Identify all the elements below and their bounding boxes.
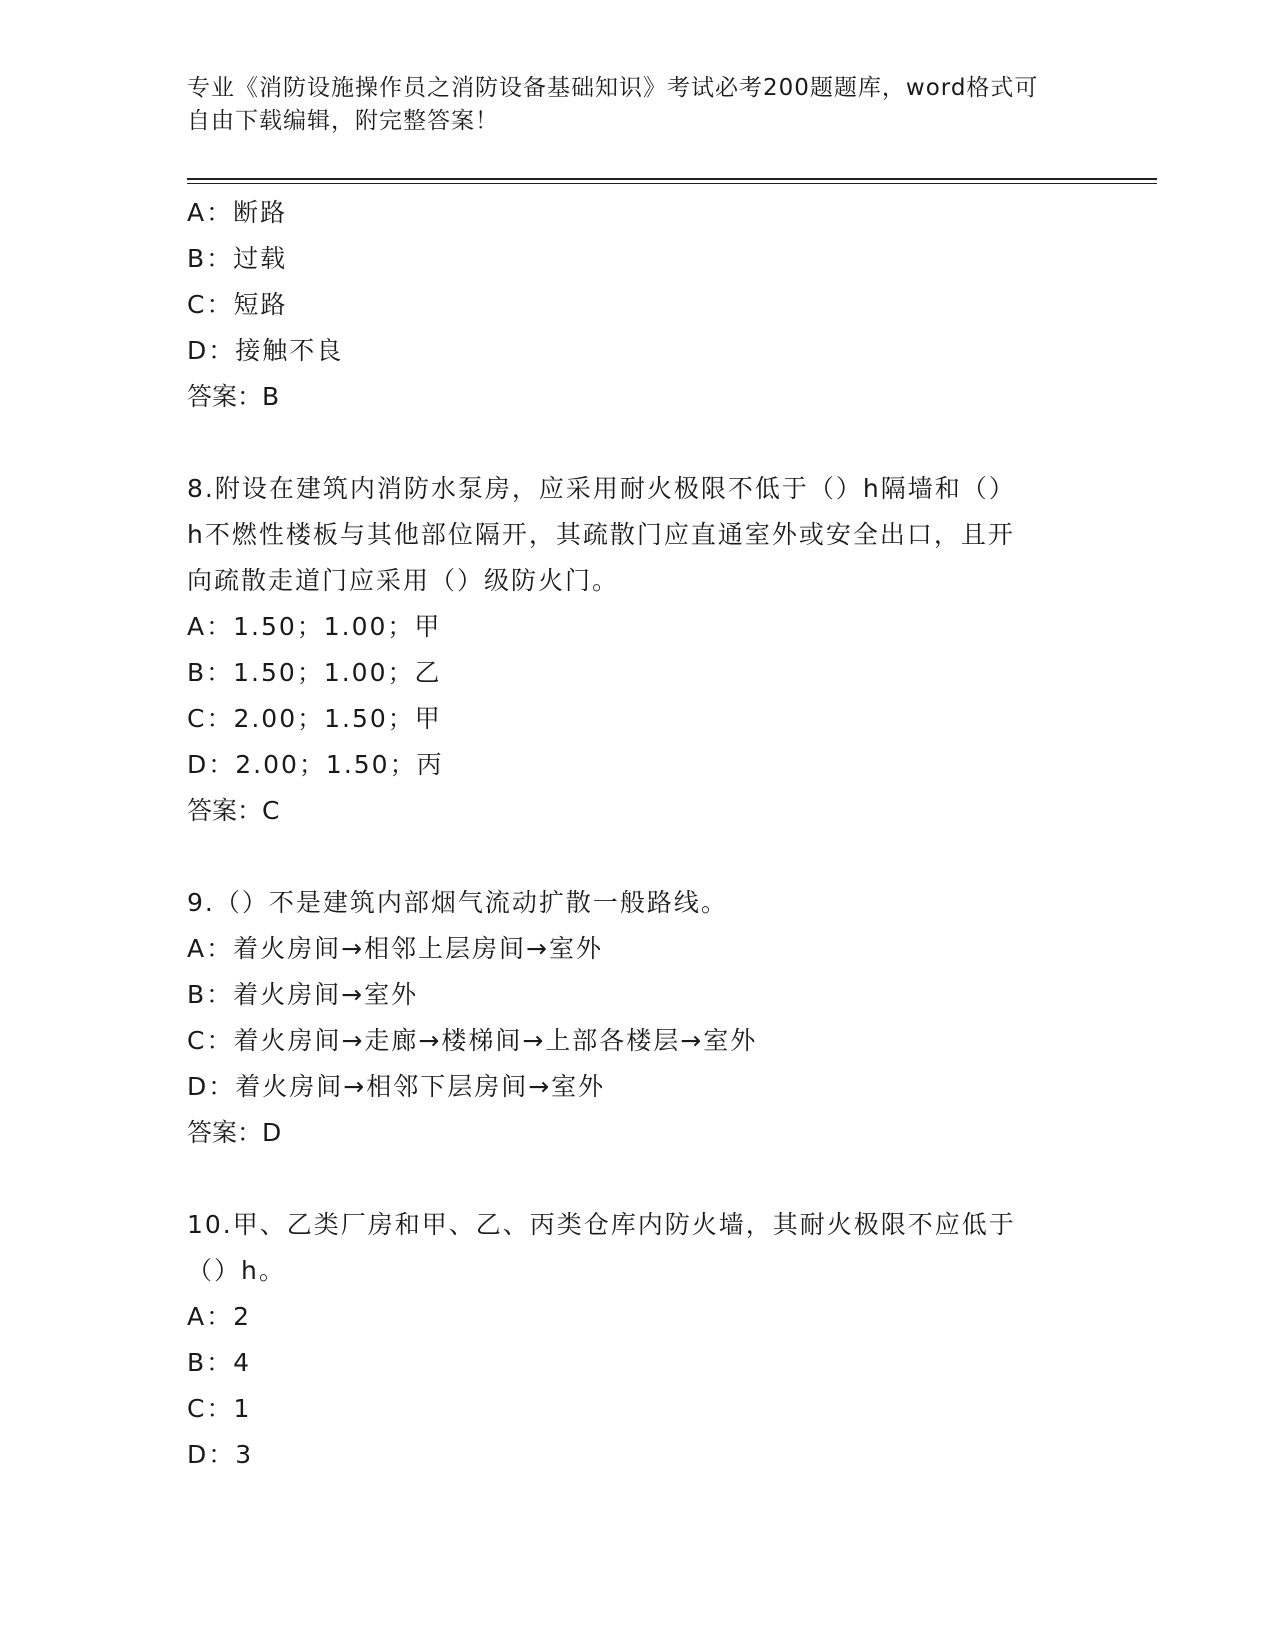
option-c: C：2.00；1.50；甲	[187, 704, 442, 733]
option-c: C：1	[187, 1394, 252, 1423]
header-divider-thin	[187, 183, 1157, 184]
question-content	[187, 190, 1087, 1478]
question-9	[187, 880, 1087, 1156]
answer-line: 答案：C	[187, 796, 280, 825]
spacer	[187, 420, 1087, 466]
document-header	[187, 72, 1087, 138]
option-a: A：2	[187, 1302, 252, 1331]
option-b: B：着火房间→室外	[187, 980, 419, 1009]
spacer	[187, 1156, 1087, 1202]
question-text-line: （）h。	[187, 1256, 286, 1285]
question-text-line: 向疏散走道门应采用（）级防火门。	[187, 566, 620, 595]
answer-line: 答案：D	[187, 1118, 282, 1147]
header-divider-thick	[187, 178, 1157, 180]
spacer	[187, 834, 1087, 880]
question-7	[187, 190, 1087, 420]
option-b: B：4	[187, 1348, 252, 1377]
option-d: D：3	[187, 1440, 254, 1469]
question-10	[187, 1202, 1087, 1478]
option-a: A：1.50；1.00；甲	[187, 612, 442, 641]
option-b: B：1.50；1.00；乙	[187, 658, 442, 687]
option-a: A：着火房间→相邻上层房间→室外	[187, 934, 603, 963]
question-text-line: h不燃性楼板与其他部位隔开，其疏散门应直通室外或安全出口，且开	[187, 520, 1015, 549]
question-8	[187, 466, 1087, 834]
question-text-line: 10.甲、乙类厂房和甲、乙、丙类仓库内防火墙，其耐火极限不应低于	[187, 1210, 1016, 1239]
option-b: B：过载	[187, 244, 288, 273]
option-d: D：着火房间→相邻下层房间→室外	[187, 1072, 606, 1101]
header-line-2: 自由下载编辑，附完整答案！	[187, 108, 499, 134]
option-a: A：断路	[187, 198, 288, 227]
answer-line: 答案：B	[187, 382, 280, 411]
option-c: C：着火房间→走廊→楼梯间→上部各楼层→室外	[187, 1026, 758, 1055]
question-text-line: 9.（）不是建筑内部烟气流动扩散一般路线。	[187, 888, 728, 917]
header-line-1: 专业《消防设施操作员之消防设备基础知识》考试必考200题题库，word格式可	[187, 75, 1039, 101]
question-text-line: 8.附设在建筑内消防水泵房，应采用耐火极限不低于（）h隔墙和（）	[187, 474, 1016, 503]
option-d: D：2.00；1.50；丙	[187, 750, 444, 779]
option-c: C：短路	[187, 290, 288, 319]
option-d: D：接触不良	[187, 336, 344, 365]
